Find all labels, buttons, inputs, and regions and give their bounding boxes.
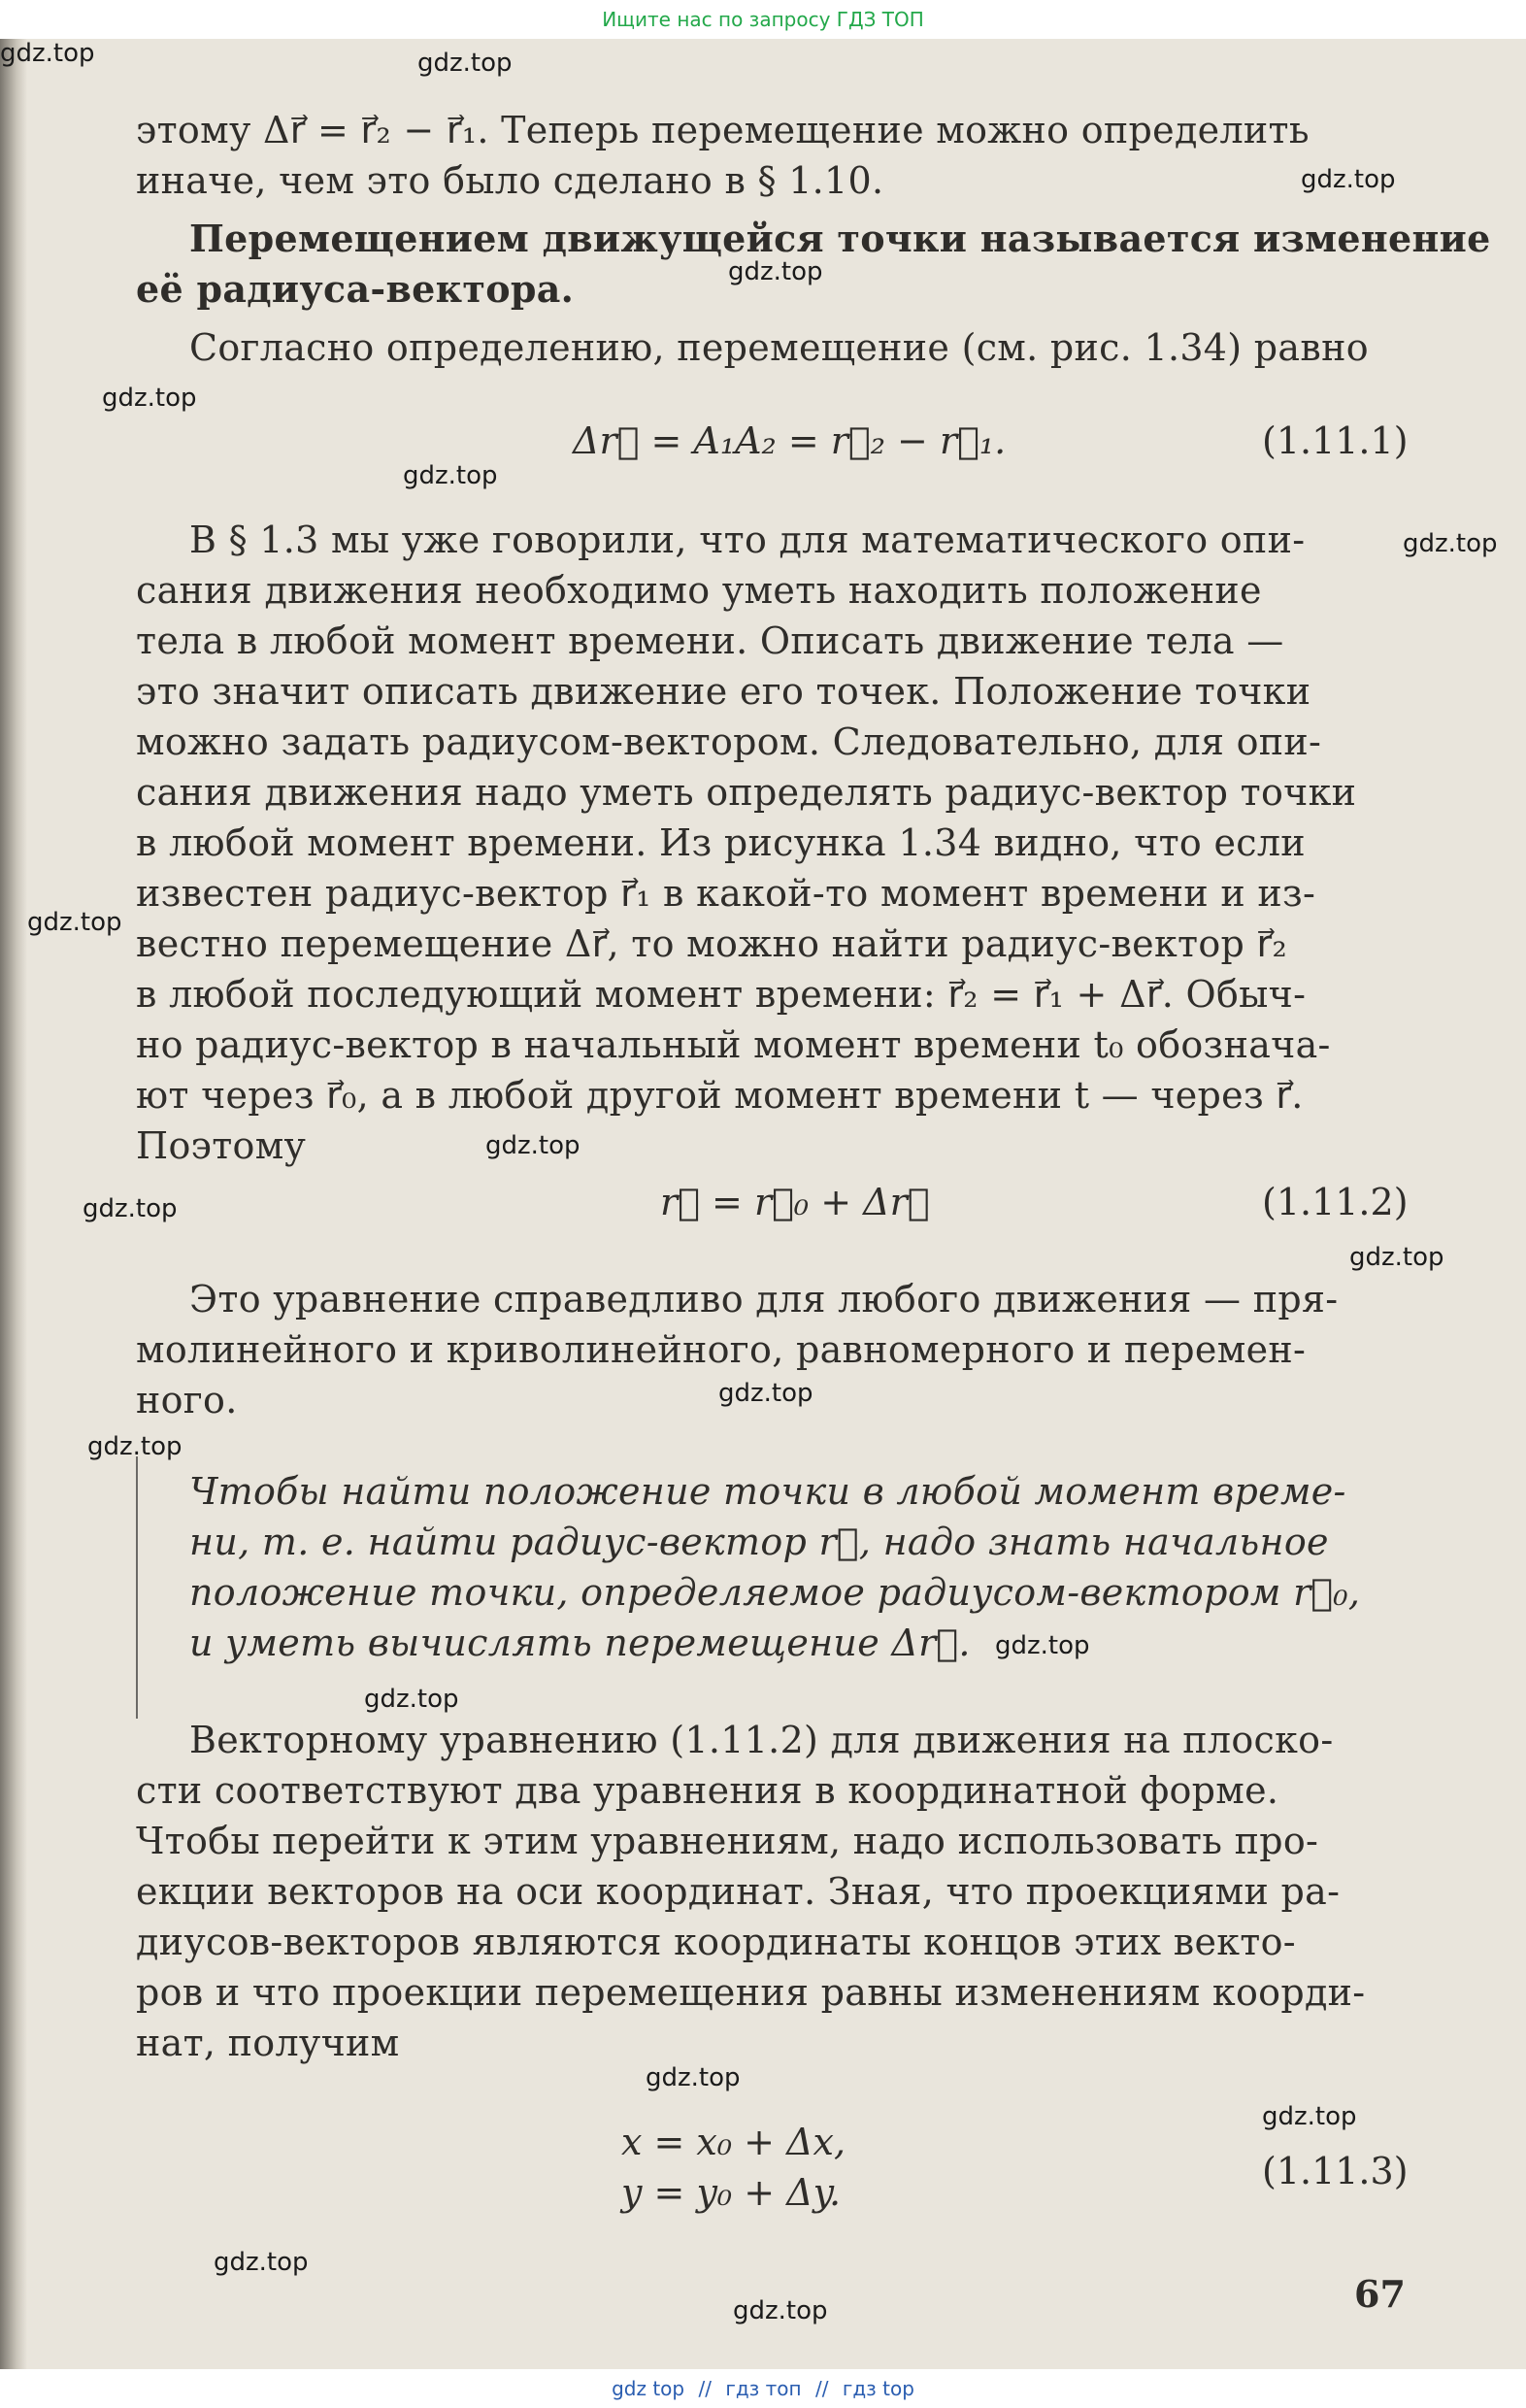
footer-link-1[interactable]: gdz top [612,2377,685,2400]
watermark: gdz.top [1349,1243,1444,1272]
watermark: gdz.top [995,1631,1090,1660]
rule-line-4: и уметь вычислять перемещение Δr⃗. [189,1622,971,1664]
text-line-25: екции векторов на оси координат. Зная, что проекциями ра- [136,1870,1341,1913]
text-line-19: Это уравнение справедливо для любого движения — пря- [189,1278,1339,1321]
page-number: 67 [1354,2272,1406,2316]
text-line-6: В § 1.3 мы уже говорили, что для математического опи- [189,518,1306,561]
watermark: gdz.top [1403,529,1498,558]
text-line-24: Чтобы перейти к этим уравнениям, надо использовать про- [136,1820,1319,1862]
text-line-1: этому Δr⃗ = r⃗₂ − r⃗₁. Теперь перемещение можно определить [136,109,1310,151]
watermark: gdz.top [27,908,122,937]
watermark: gdz.top [403,461,498,490]
definition-line-1: Перемещением движущейся точки называется изменение [189,217,1491,260]
equation-2-number: (1.11.2) [1262,1181,1409,1223]
text-line-2: иначе, чем это было сделано в § 1.10. [136,159,884,202]
text-line-17: ют через r⃗₀, а в любой другой момент времени t — через r⃗. [136,1074,1304,1117]
rule-line-2: ни, т. е. найти радиус-вектор r⃗, надо знать начальное [189,1521,1329,1563]
top-banner-text[interactable]: Ищите нас по запросу ГДЗ ТОП [602,8,924,31]
footer-separator: // [698,2377,712,2400]
watermark: gdz.top [646,2063,741,2092]
footer-separator: // [814,2377,829,2400]
text-line-26: диусов-векторов являются координаты концов этих векто- [136,1921,1296,1963]
watermark: gdz.top [1301,165,1396,194]
bottom-banner[interactable] [0,2369,1526,2408]
text-line-9: это значит описать движение его точек. Положение точки [136,670,1311,713]
text-line-23: сти соответствуют два уравнения в координатной форме. [136,1769,1279,1812]
text-line-8: тела в любой момент времени. Описать движение тела — [136,619,1284,662]
text-line-13: известен радиус-вектор r⃗₁ в какой-то момент времени и из- [136,872,1316,915]
watermark: gdz.top [364,1685,459,1714]
text-line-12: в любой момент времени. Из рисунка 1.34 видно, что если [136,821,1306,864]
equation-1-number: (1.11.1) [1262,419,1409,462]
text-line-5: Согласно определению, перемещение (см. рис. 1.34) равно [189,326,1369,369]
watermark: gdz.top [102,384,197,413]
watermark: gdz.top [214,2248,309,2277]
equation-4-formula: y = y₀ + Δy. [621,2171,842,2214]
text-line-15: в любой последующий момент времени: r⃗₂ = r⃗₁ + Δr⃗. Обыч- [136,973,1307,1016]
watermark: gdz.top [83,1194,178,1223]
text-line-18: Поэтому [136,1124,307,1167]
textbook-page [0,39,1526,2369]
text-line-28: нат, получим [136,2022,400,2064]
watermark: gdz.top [417,49,513,78]
watermark: gdz.top [485,1131,581,1160]
text-line-22: Векторному уравнению (1.11.2) для движения на плоско- [189,1719,1334,1761]
text-line-10: можно задать радиусом-вектором. Следовательно, для опи- [136,720,1322,763]
equation-1-formula: Δr⃗ = A₁A₂ = r⃗₂ − r⃗₁. [573,419,1007,462]
footer-link-2[interactable]: гдз топ [725,2377,802,2400]
text-line-21: ного. [136,1379,238,1421]
equation-4-number: (1.11.3) [1262,2150,1409,2192]
text-line-20: молинейного и криволинейного, равномерного и перемен- [136,1328,1307,1371]
footer-link-3[interactable]: гдз top [842,2377,914,2400]
text-line-14: вестно перемещение Δr⃗, то можно найти радиус-вектор r⃗₂ [136,922,1287,965]
equation-3-formula: x = x₀ + Δx, [621,2121,846,2163]
watermark: gdz.top [0,39,95,68]
text-line-7: сания движения необходимо уметь находить положение [136,569,1262,612]
text-line-27: ров и что проекции перемещения равны изменениям коорди- [136,1971,1366,2014]
watermark: gdz.top [87,1432,182,1461]
watermark: gdz.top [1262,2102,1357,2131]
page-spine-shadow [0,39,27,2369]
rule-line-3: положение точки, определяемое радиусом-вектором r⃗₀, [189,1571,1361,1614]
watermark: gdz.top [718,1379,813,1408]
watermark: gdz.top [728,257,823,286]
equation-2-formula: r⃗ = r⃗₀ + Δr⃗ [660,1181,930,1223]
watermark: gdz.top [733,2296,828,2325]
rule-bar [136,1456,138,1719]
text-line-11: сания движения надо уметь определять радиус-вектор точки [136,771,1357,814]
top-banner[interactable] [0,0,1526,39]
definition-line-2: её радиуса-вектора. [136,267,575,311]
rule-line-1: Чтобы найти положение точки в любой момент време- [189,1470,1346,1513]
text-line-16: но радиус-вектор в начальный момент времени t₀ обознача- [136,1023,1331,1066]
